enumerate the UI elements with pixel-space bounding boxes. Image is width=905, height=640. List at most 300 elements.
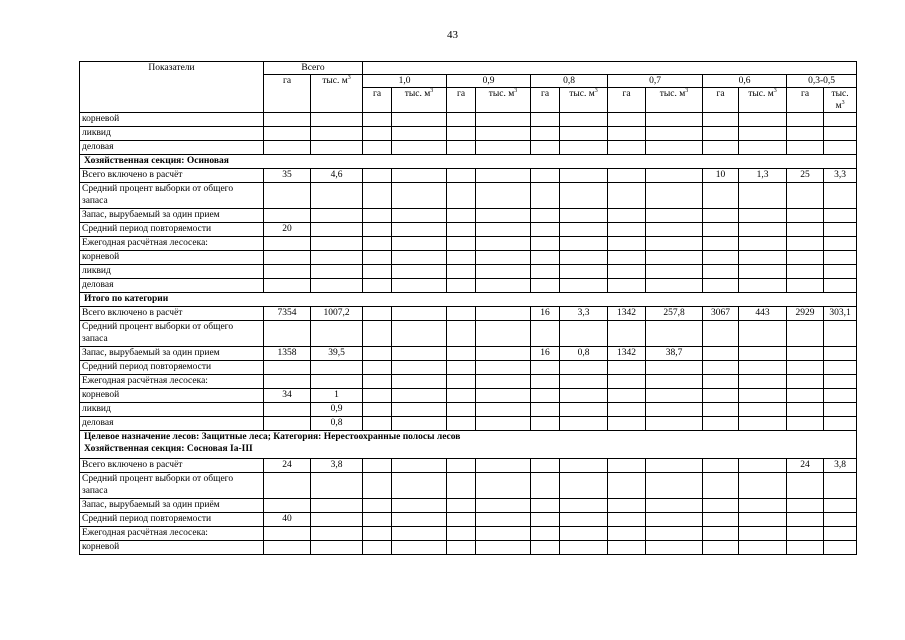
- table-cell: [476, 403, 531, 417]
- table-cell: [447, 375, 476, 389]
- header-total-ths-m3: тыс. $м^3$: [311, 75, 363, 113]
- page-number: 43: [447, 29, 458, 41]
- table-cell: [703, 141, 739, 155]
- table-cell: [787, 513, 824, 527]
- table-cell: [264, 183, 311, 209]
- section-row: [80, 155, 857, 169]
- table-cell: [824, 223, 857, 237]
- table-cell: [363, 459, 392, 473]
- table-cell: [531, 169, 560, 183]
- table-cell: [787, 127, 824, 141]
- table-cell: [739, 417, 787, 431]
- header-group: 1,0: [363, 75, 447, 88]
- table-cell: [560, 127, 608, 141]
- table-cell: [392, 209, 447, 223]
- header-unit-ha: га: [608, 88, 646, 113]
- table-cell: [392, 321, 447, 347]
- table-cell: [739, 141, 787, 155]
- table-cell: [311, 113, 363, 127]
- table-cell: [363, 513, 392, 527]
- table-cell: [646, 417, 703, 431]
- header-unit-ths-m3: тыс. $м^3$: [392, 88, 447, 113]
- table-cell: [264, 403, 311, 417]
- table-cell: [447, 541, 476, 555]
- table-cell: [311, 141, 363, 155]
- table-cell: [311, 541, 363, 555]
- table-cell: [646, 113, 703, 127]
- table-cell: [608, 141, 646, 155]
- table-cell: [560, 417, 608, 431]
- table-cell: [447, 513, 476, 527]
- table-cell: [608, 251, 646, 265]
- table-cell: [703, 209, 739, 223]
- table-cell: [476, 347, 531, 361]
- table-cell: [392, 265, 447, 279]
- row-label: ликвид: [80, 265, 264, 279]
- table-cell: [531, 223, 560, 237]
- table-cell: [392, 279, 447, 293]
- table-cell: [608, 417, 646, 431]
- table-cell: [392, 347, 447, 361]
- table-cell: [824, 389, 857, 403]
- table-cell: [363, 113, 392, 127]
- table-cell: [560, 527, 608, 541]
- table-cell: 1: [311, 389, 363, 403]
- table-cell: [703, 321, 739, 347]
- table-cell: [787, 321, 824, 347]
- table-cell: [787, 403, 824, 417]
- table-cell: [531, 127, 560, 141]
- table-cell: [787, 417, 824, 431]
- table-cell: [739, 541, 787, 555]
- table-cell: [392, 127, 447, 141]
- table-cell: [476, 321, 531, 347]
- table-row: [80, 169, 857, 183]
- table-cell: [703, 541, 739, 555]
- table-cell: [363, 183, 392, 209]
- table-cell: [646, 403, 703, 417]
- table-cell: [739, 223, 787, 237]
- table-cell: [646, 265, 703, 279]
- table-cell: [531, 361, 560, 375]
- table-cell: [264, 361, 311, 375]
- table-cell: [392, 251, 447, 265]
- table-cell: [560, 499, 608, 513]
- table-cell: [608, 321, 646, 347]
- table-cell: [311, 473, 363, 499]
- table-cell: [703, 347, 739, 361]
- row-label: деловая: [80, 279, 264, 293]
- table-cell: [311, 183, 363, 209]
- table-cell: 1,3: [739, 169, 787, 183]
- table-cell: [824, 127, 857, 141]
- table-cell: [531, 113, 560, 127]
- table-cell: [646, 127, 703, 141]
- table-cell: [447, 141, 476, 155]
- table-cell: [787, 113, 824, 127]
- table-cell: [363, 279, 392, 293]
- table-cell: [787, 527, 824, 541]
- table-body: [80, 113, 857, 555]
- table-cell: [476, 513, 531, 527]
- row-label: Средний процент выборки от общего запаса: [80, 473, 264, 499]
- table-cell: [447, 183, 476, 209]
- table-cell: [787, 141, 824, 155]
- table-cell: [447, 417, 476, 431]
- table-cell: 3,3: [560, 307, 608, 321]
- table-cell: [392, 459, 447, 473]
- table-cell: [787, 541, 824, 555]
- table-cell: [531, 237, 560, 251]
- table-cell: [447, 209, 476, 223]
- table-cell: [739, 347, 787, 361]
- table-cell: [363, 499, 392, 513]
- table-cell: [476, 251, 531, 265]
- table-cell: [646, 141, 703, 155]
- table-cell: [703, 361, 739, 375]
- table-cell: [646, 389, 703, 403]
- table-cell: [703, 389, 739, 403]
- table-cell: 40: [264, 513, 311, 527]
- table-cell: [787, 265, 824, 279]
- table-cell: [363, 361, 392, 375]
- table-cell: [824, 251, 857, 265]
- table-cell: [824, 347, 857, 361]
- table-header: [80, 62, 857, 113]
- table-cell: [703, 375, 739, 389]
- row-label: корневой: [80, 541, 264, 555]
- table-cell: [476, 499, 531, 513]
- header-group: 0,8: [531, 75, 608, 88]
- header-group: 0,6: [703, 75, 787, 88]
- table-cell: [703, 459, 739, 473]
- row-label: Средний период повторяемости: [80, 513, 264, 527]
- row-label: Средний процент выборки от общего запаса: [80, 321, 264, 347]
- table-cell: [824, 513, 857, 527]
- table-cell: [787, 209, 824, 223]
- table-row: [80, 541, 857, 555]
- row-label: Ежегодная расчётная лесосека:: [80, 527, 264, 541]
- table-cell: [264, 417, 311, 431]
- table-cell: [739, 265, 787, 279]
- table-cell: [560, 321, 608, 347]
- header-group: 0,9: [447, 75, 531, 88]
- table-cell: [560, 223, 608, 237]
- table-cell: [608, 403, 646, 417]
- table-cell: [392, 307, 447, 321]
- table-cell: [560, 375, 608, 389]
- table-cell: [824, 279, 857, 293]
- section-title-line2: Хозяйственная секция: Сосновая Iа-III: [84, 444, 253, 454]
- row-label: Всего включено в расчёт: [80, 307, 264, 321]
- table-cell: [646, 541, 703, 555]
- table-cell: 24: [264, 459, 311, 473]
- table-cell: [531, 541, 560, 555]
- table-cell: [739, 127, 787, 141]
- table-cell: [608, 473, 646, 499]
- table-cell: 7354: [264, 307, 311, 321]
- table-cell: [703, 279, 739, 293]
- section-title: Хозяйственная секция: Осиновая: [80, 155, 857, 169]
- table-cell: [646, 183, 703, 209]
- table-cell: 1358: [264, 347, 311, 361]
- table-cell: [608, 279, 646, 293]
- table-cell: [264, 279, 311, 293]
- table-cell: [824, 361, 857, 375]
- table-cell: [824, 265, 857, 279]
- table-cell: [363, 251, 392, 265]
- table-cell: 0,9: [311, 403, 363, 417]
- table-cell: [739, 513, 787, 527]
- table-cell: 16: [531, 347, 560, 361]
- table-cell: 3067: [703, 307, 739, 321]
- table-cell: [646, 251, 703, 265]
- header-unit-ha: га: [787, 88, 824, 113]
- table-cell: [447, 473, 476, 499]
- table-cell: 3,8: [824, 459, 857, 473]
- table-cell: [531, 141, 560, 155]
- table-cell: [608, 527, 646, 541]
- table-cell: 1342: [608, 347, 646, 361]
- forest-data-table: [79, 61, 857, 555]
- table-cell: [447, 403, 476, 417]
- row-label: Средний процент выборки от общего запаса: [80, 183, 264, 209]
- table-row: [80, 307, 857, 321]
- table-cell: [824, 541, 857, 555]
- table-cell: [787, 361, 824, 375]
- table-cell: [476, 459, 531, 473]
- table-cell: [703, 251, 739, 265]
- row-label: корневой: [80, 389, 264, 403]
- table-cell: [447, 389, 476, 403]
- table-cell: [476, 113, 531, 127]
- table-cell: [608, 183, 646, 209]
- table-cell: [392, 237, 447, 251]
- header-groups-span: [363, 62, 857, 75]
- table-cell: [560, 473, 608, 499]
- header-group: 0,7: [608, 75, 703, 88]
- table-cell: [363, 541, 392, 555]
- table-cell: [476, 473, 531, 499]
- table-cell: [363, 265, 392, 279]
- table-cell: 3,8: [311, 459, 363, 473]
- header-unit-ths-m3: тыс. $м^3$: [824, 88, 857, 113]
- table-cell: [311, 237, 363, 251]
- table-cell: 1342: [608, 307, 646, 321]
- table-row: [80, 389, 857, 403]
- table-cell: [703, 499, 739, 513]
- table-cell: [363, 347, 392, 361]
- table-cell: [608, 375, 646, 389]
- table-row: [80, 527, 857, 541]
- table-cell: [476, 361, 531, 375]
- table-cell: [476, 141, 531, 155]
- table-cell: [739, 459, 787, 473]
- table-cell: [787, 473, 824, 499]
- table-cell: [608, 541, 646, 555]
- table-cell: [363, 209, 392, 223]
- table-cell: 1007,2: [311, 307, 363, 321]
- table-cell: [787, 223, 824, 237]
- table-cell: [739, 321, 787, 347]
- header-unit-ths-m3: тыс. $м^3$: [739, 88, 787, 113]
- table-cell: [824, 375, 857, 389]
- table-cell: 20: [264, 223, 311, 237]
- table-cell: [363, 473, 392, 499]
- table-cell: [264, 237, 311, 251]
- table-cell: [447, 265, 476, 279]
- table-cell: [392, 499, 447, 513]
- table-cell: 0,8: [560, 347, 608, 361]
- table-cell: [447, 237, 476, 251]
- table-cell: [787, 279, 824, 293]
- table-row: [80, 403, 857, 417]
- table-cell: [608, 237, 646, 251]
- table-cell: [363, 169, 392, 183]
- row-label: Запас, вырубаемый за один приём: [80, 499, 264, 513]
- table-cell: [363, 403, 392, 417]
- table-cell: [363, 321, 392, 347]
- header-total: Всего: [264, 62, 363, 75]
- table-cell: [264, 527, 311, 541]
- table-cell: [363, 389, 392, 403]
- table-cell: 0,8: [311, 417, 363, 431]
- table-cell: [739, 389, 787, 403]
- section-title: [80, 431, 857, 459]
- table-cell: [363, 223, 392, 237]
- table-cell: [447, 321, 476, 347]
- table-cell: [363, 417, 392, 431]
- table-row: [80, 361, 857, 375]
- table-cell: [531, 375, 560, 389]
- table-cell: [560, 541, 608, 555]
- table-cell: [392, 141, 447, 155]
- table-row: [80, 265, 857, 279]
- table-cell: [703, 237, 739, 251]
- table-cell: [608, 499, 646, 513]
- table-cell: [264, 375, 311, 389]
- table-cell: [608, 169, 646, 183]
- table-cell: [560, 113, 608, 127]
- table-cell: [560, 513, 608, 527]
- table-cell: [608, 265, 646, 279]
- table-cell: [560, 169, 608, 183]
- table-cell: [447, 279, 476, 293]
- table-cell: [447, 347, 476, 361]
- table-cell: [447, 499, 476, 513]
- table-cell: [447, 169, 476, 183]
- table-cell: [646, 459, 703, 473]
- row-label: Средний период повторяемости: [80, 223, 264, 237]
- table-cell: 3,3: [824, 169, 857, 183]
- table-cell: [646, 473, 703, 499]
- table-cell: [739, 361, 787, 375]
- table-cell: [824, 237, 857, 251]
- row-label: Ежегодная расчётная лесосека:: [80, 375, 264, 389]
- table-cell: [739, 473, 787, 499]
- table-cell: [476, 279, 531, 293]
- table-cell: [824, 141, 857, 155]
- table-cell: [363, 127, 392, 141]
- table-row: [80, 417, 857, 431]
- table-cell: [476, 417, 531, 431]
- table-cell: [447, 251, 476, 265]
- table-cell: [703, 527, 739, 541]
- table-cell: [363, 375, 392, 389]
- table-cell: [264, 321, 311, 347]
- table-row: [80, 183, 857, 209]
- table-cell: [560, 251, 608, 265]
- table-cell: [703, 513, 739, 527]
- table-cell: [264, 265, 311, 279]
- table-cell: 303,1: [824, 307, 857, 321]
- table-cell: [646, 321, 703, 347]
- table-row: [80, 347, 857, 361]
- table-cell: [311, 321, 363, 347]
- table-row: [80, 375, 857, 389]
- table-cell: [560, 459, 608, 473]
- table-cell: [739, 183, 787, 209]
- header-unit-ha: га: [447, 88, 476, 113]
- table-row: [80, 223, 857, 237]
- table-cell: [392, 113, 447, 127]
- row-label: корневой: [80, 251, 264, 265]
- table-cell: [824, 499, 857, 513]
- row-label: ликвид: [80, 403, 264, 417]
- table-cell: [476, 209, 531, 223]
- table-cell: [392, 513, 447, 527]
- table-cell: [787, 183, 824, 209]
- table-cell: [531, 389, 560, 403]
- table-cell: 16: [531, 307, 560, 321]
- table-cell: [392, 183, 447, 209]
- table-cell: [824, 321, 857, 347]
- table-cell: [531, 473, 560, 499]
- table-cell: [447, 127, 476, 141]
- table-cell: 443: [739, 307, 787, 321]
- table-cell: [311, 361, 363, 375]
- section-title: Итого по категории: [80, 293, 857, 307]
- header-unit-ha: га: [531, 88, 560, 113]
- table-cell: [476, 265, 531, 279]
- table-cell: [608, 361, 646, 375]
- table-cell: [264, 473, 311, 499]
- table-cell: [824, 527, 857, 541]
- table-cell: [739, 237, 787, 251]
- table-cell: 24: [787, 459, 824, 473]
- table-cell: [824, 473, 857, 499]
- table-cell: [363, 141, 392, 155]
- table-cell: 38,7: [646, 347, 703, 361]
- table-row: [80, 251, 857, 265]
- table-row: [80, 513, 857, 527]
- row-label: Всего включено в расчёт: [80, 169, 264, 183]
- header-total-ha: га: [264, 75, 311, 113]
- table-cell: [646, 223, 703, 237]
- section-row: [80, 431, 857, 459]
- table-cell: [646, 499, 703, 513]
- table-cell: [824, 183, 857, 209]
- table-row: [80, 279, 857, 293]
- table-cell: [739, 113, 787, 127]
- row-label: деловая: [80, 141, 264, 155]
- table-cell: [703, 183, 739, 209]
- table-row: [80, 499, 857, 513]
- table-cell: [311, 209, 363, 223]
- table-cell: [531, 265, 560, 279]
- table-cell: [531, 251, 560, 265]
- table-cell: [560, 279, 608, 293]
